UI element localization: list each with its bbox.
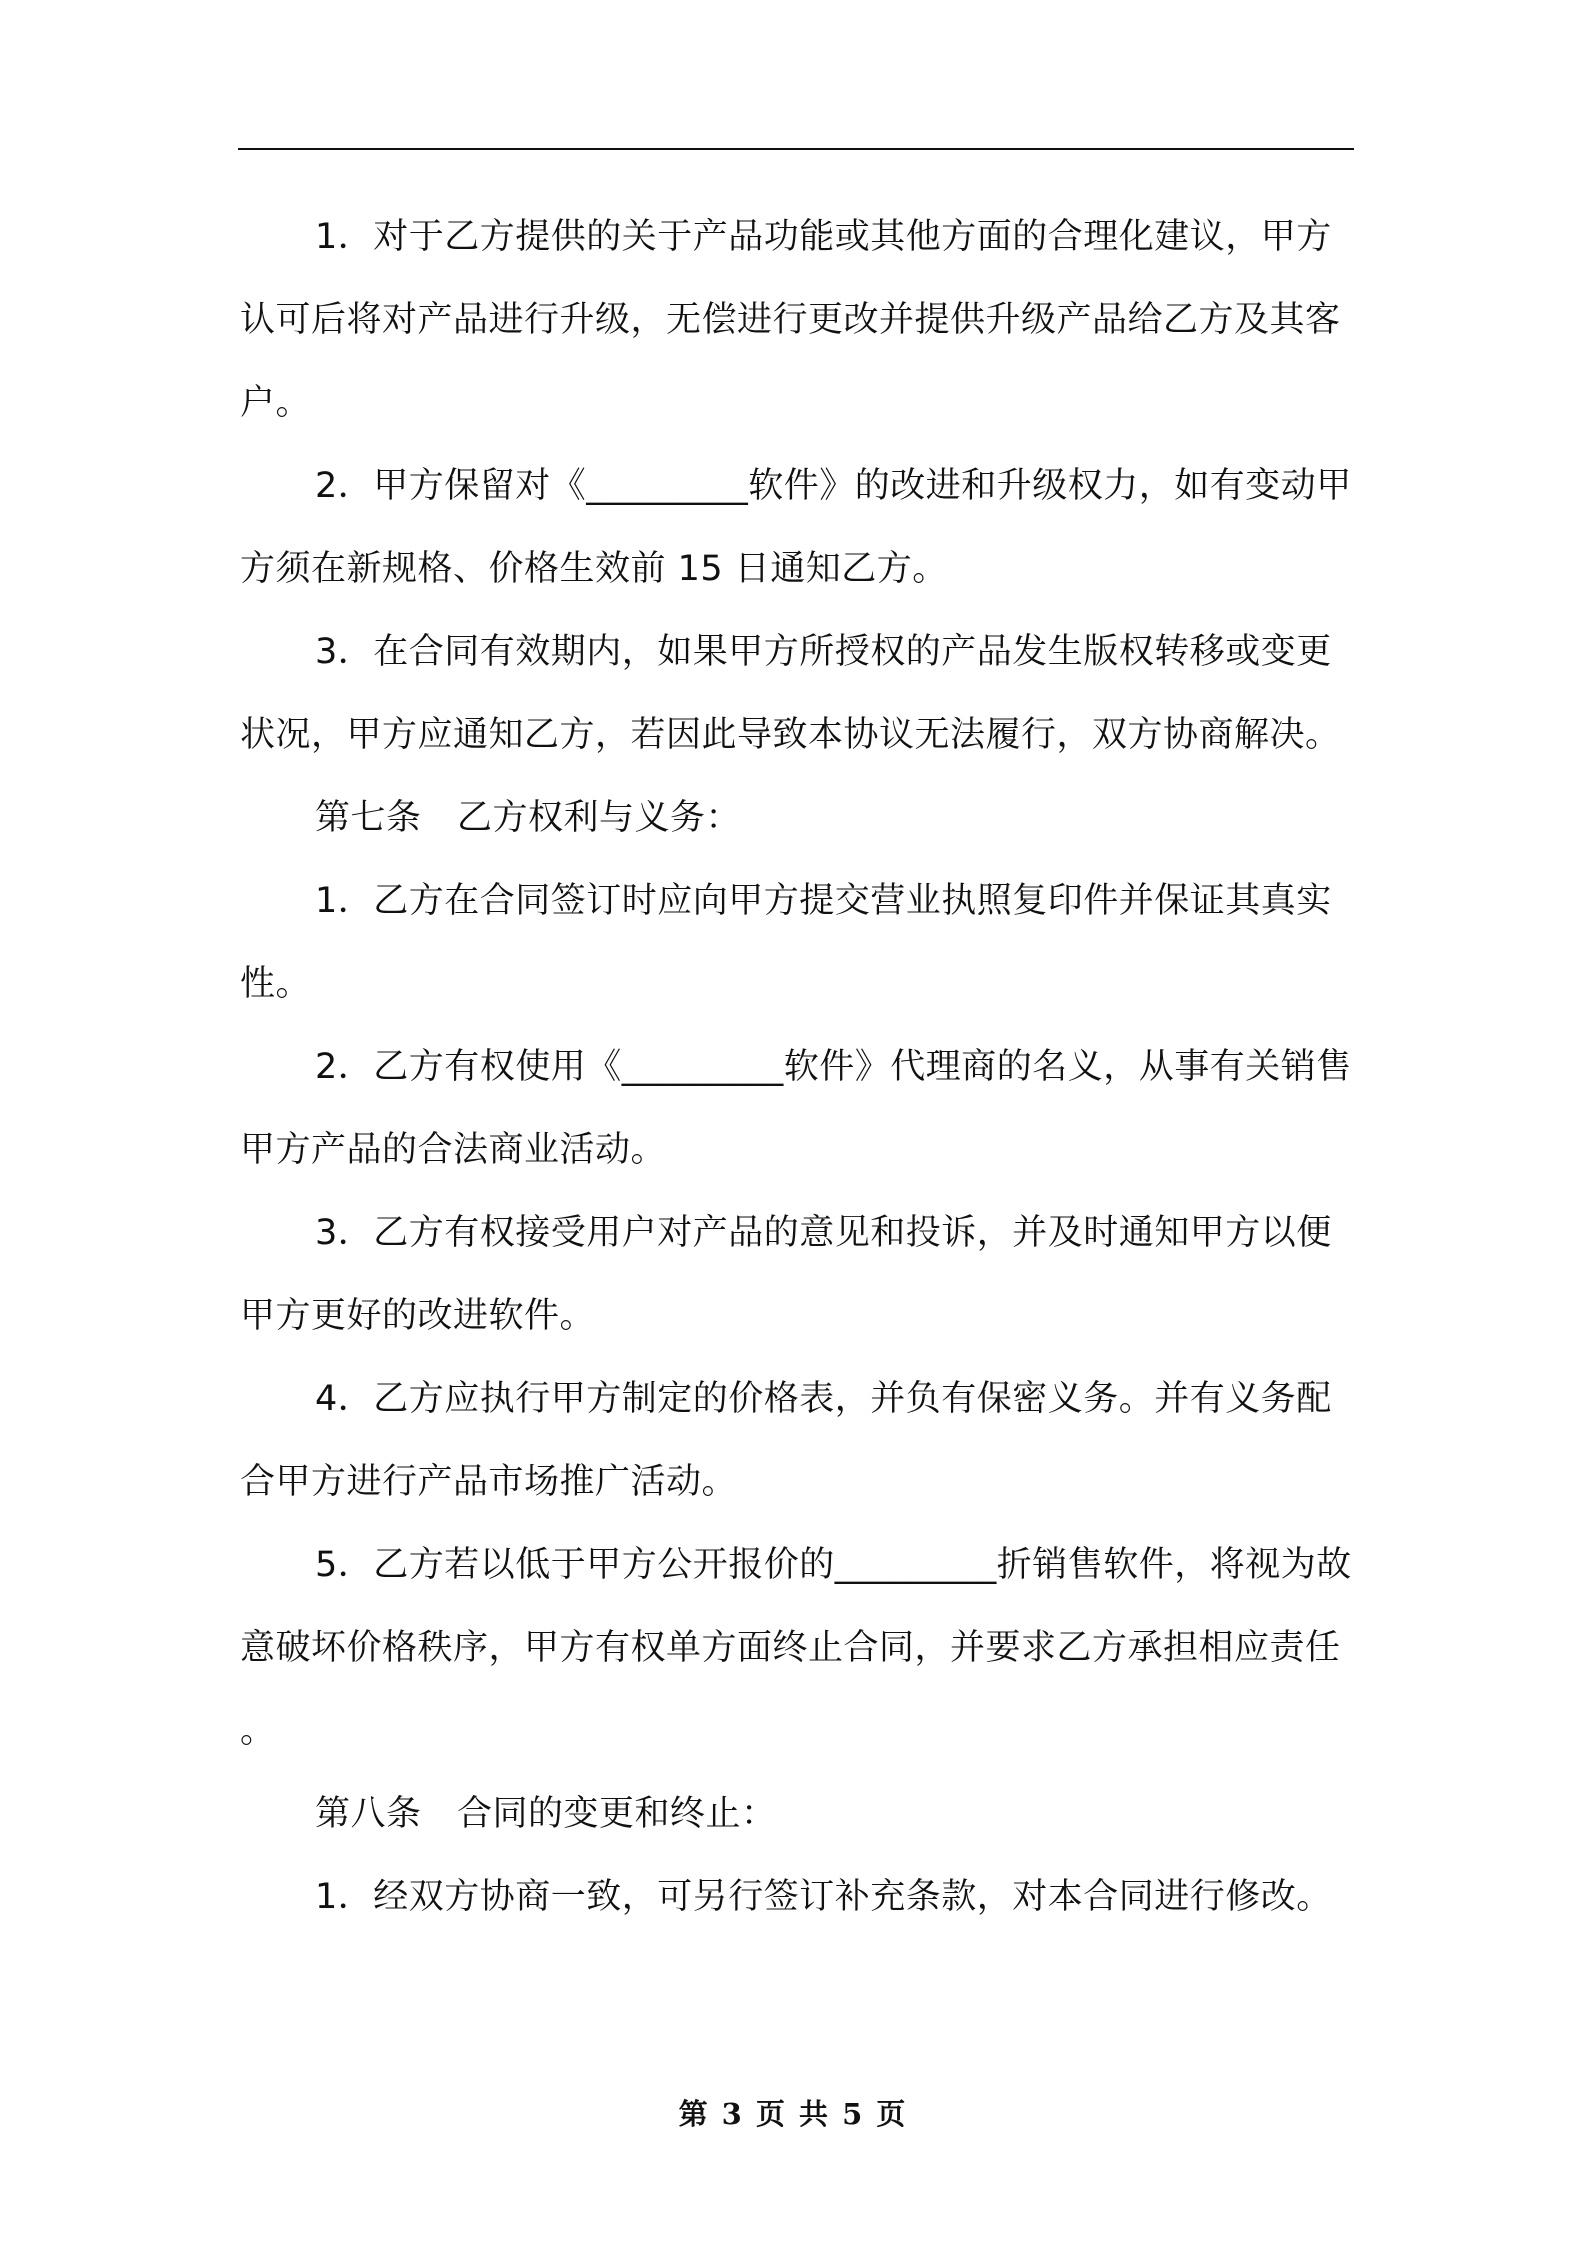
article-heading: 第七条 乙方权利与义务： <box>315 798 742 838</box>
document-body <box>240 196 1362 1939</box>
clause-paragraph: 2．乙方有权使用《_________软件》代理商的名义，从事有关销售甲方产品的合法商业活动。 <box>240 1047 1352 1170</box>
header-divider <box>238 148 1354 150</box>
clause-paragraph: 3．在合同有效期内，如果甲方所授权的产品发生版权转移或变更状况，甲方应通知乙方，若因此导致本协议无法履行，双方协商解决。 <box>240 632 1341 755</box>
clause-paragraph: 2．甲方保留对《_________软件》的改进和升级权力，如有变动甲方须在新规格、价格生效前 15 日通知乙方。 <box>240 466 1352 589</box>
page-number-footer: 第 3 页 共 5 页 <box>678 2097 908 2131</box>
clause-paragraph: 1．经双方协商一致，可另行签订补充条款，对本合同进行修改。 <box>315 1877 1332 1917</box>
article-heading: 第八条 合同的变更和终止： <box>315 1794 777 1834</box>
clause-paragraph: 1．对于乙方提供的关于产品功能或其他方面的合理化建议，甲方认可后将对产品进行升级，无偿进行更改并提供升级产品给乙方及其客户。 <box>240 217 1341 423</box>
clause-paragraph: 3．乙方有权接受用户对产品的意见和投诉，并及时通知甲方以便甲方更好的改进软件。 <box>240 1213 1332 1336</box>
clause-paragraph: 1．乙方在合同签订时应向甲方提交营业执照复印件并保证其真实性。 <box>240 881 1332 1004</box>
clause-paragraph: 4．乙方应执行甲方制定的价格表，并负有保密义务。并有义务配合甲方进行产品市场推广活动。 <box>240 1379 1332 1502</box>
clause-paragraph: 5．乙方若以低于甲方公开报价的_________折销售软件，将视为故意破坏价格秩序，甲方有权单方面终止合同，并要求乙方承担相应责任。 <box>240 1545 1352 1751</box>
